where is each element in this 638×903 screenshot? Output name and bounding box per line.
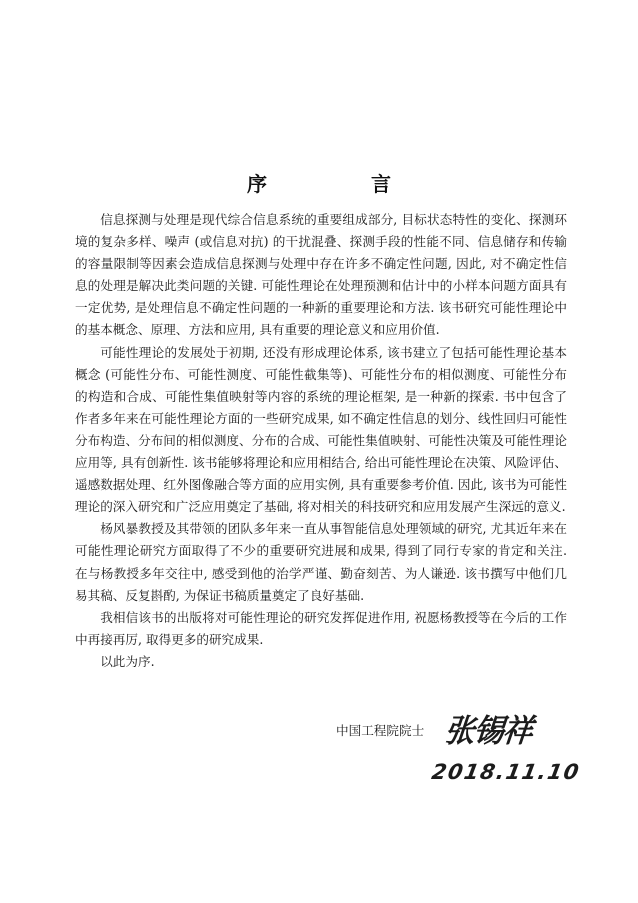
signer-handwritten-name: 张锡祥 [442, 713, 534, 751]
signature-date: 2018.11.10 [429, 760, 582, 784]
paragraph-2: 可能性理论的发展处于初期, 还没有形成理论体系, 该书建立了包括可能性理论基本概念 (可能性分布、可能性测度、可能性截集等)、可能性分布的相似测度、可能性分布的构造和合成、可能性集值映射等内容的系统的理论框架, 是一种新的探索. 书中包含了作者多年来在可能性理论方面的一些研究成果, 如不确定性信息的划分、线性回归可能性分布构造、分布间的相似测度、分布的合成、可能性集值映射、可能性决策及可能性理论应用等, 具有创新性. 该书能够将理论和应用相结合, 给出可能性理论在决策、风险评估、遥感数据处理、红外图像融合等方面的应用实例, 具有重要参考价值. 因此, 该书为可能性理论的深入研究和广泛应用奠定了基础, 将对相关的科技研究和应用发展产生深远的意义. [75, 344, 567, 515]
signer-title: 中国工程院院士 [336, 723, 425, 738]
preface-body [75, 209, 567, 673]
paragraph-3: 杨风暴教授及其带领的团队多年来一直从事智能信息处理领域的研究, 尤其近年来在可能性理论研究方面取得了不少的重要研究进展和成果, 得到了同行专家的肯定和关注. 在与杨教授多年交往中, 感受到他的治学严谨、勤奋刻苦、为人谦逊. 该书撰写中他们几易其稿、反复斟酌, 为保证书稿质量奠定了良好基础. [75, 521, 567, 603]
page-title: 序 言 [247, 172, 433, 196]
paragraph-5: 以此为序. [100, 653, 155, 669]
paragraph-1: 信息探测与处理是现代综合信息系统的重要组成部分, 目标状态特性的变化、探测环境的复杂多样、噪声 (或信息对抗) 的干扰混叠、探测手段的性能不同、信息储存和传输的容量限制等因素会造成信息探测与处理中存在许多不确定性问题, 因此, 对不确定性信息的处理是解决此类问题的关键. 可能性理论在处理预测和估计中的小样本问题方面具有一定优势, 是处理信息不确定性问题的一种新的重要理论和方法. 该书研究可能性理论中的基本概念、原理、方法和应用, 具有重要的理论意义和应用价值. [75, 212, 567, 338]
paragraph-4: 我相信该书的出版将对可能性理论的研究发挥促进作用, 祝愿杨教授等在今后的工作中再接再厉, 取得更多的研究成果. [75, 609, 567, 647]
